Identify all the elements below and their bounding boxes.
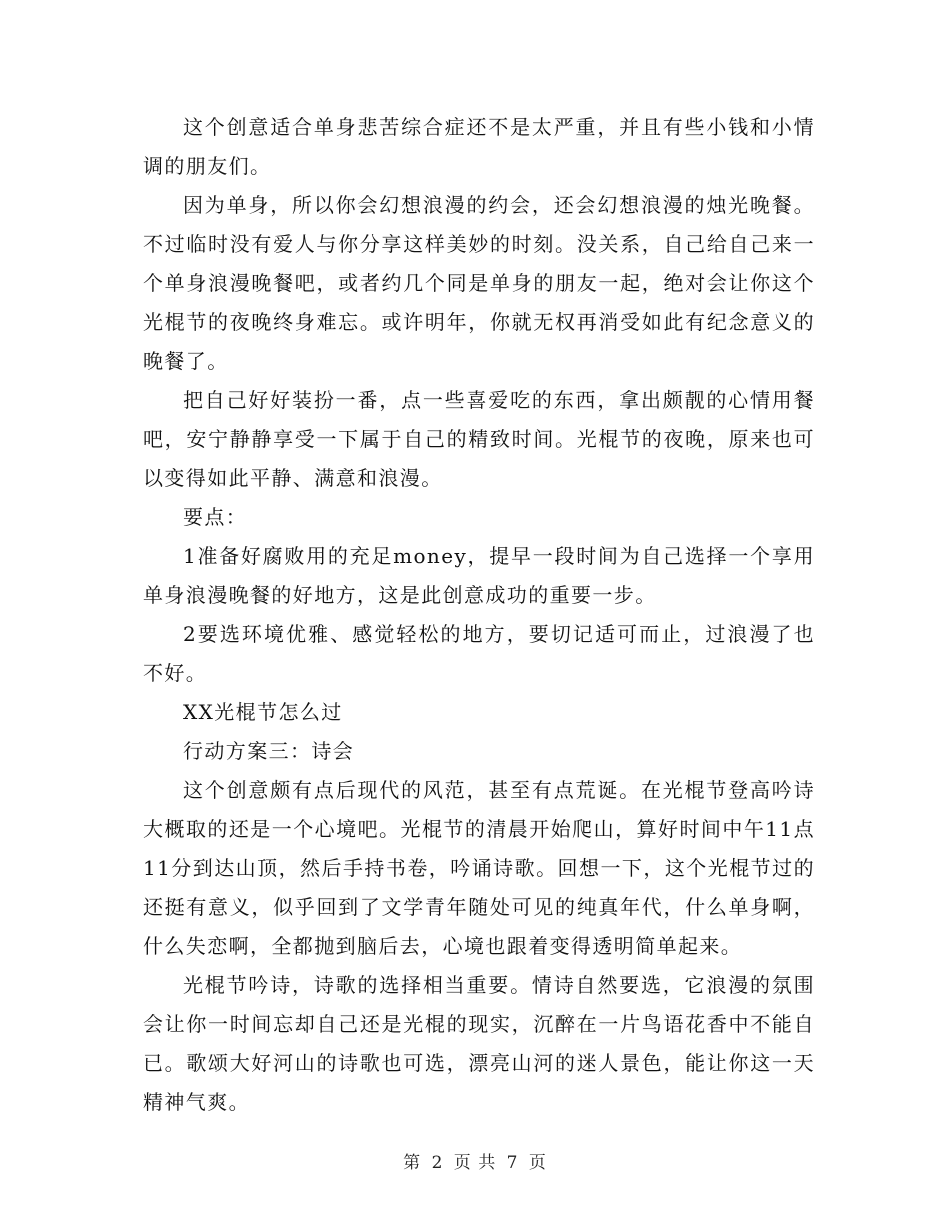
footer-mid: 页 共 xyxy=(453,1153,497,1173)
footer-page-number: 2 xyxy=(431,1153,444,1173)
footer-prefix: 第 xyxy=(403,1153,422,1173)
document-body xyxy=(143,108,815,1122)
paragraph-key-point-2: 2要选环境优雅、感觉轻松的地方，要切记适可而止，过浪漫了也不好。 xyxy=(143,622,815,685)
paragraph-key-point-1: 1准备好腐败用的充足money，提早一段时间为自己选择一个享用单身浪漫晚餐的好地方，这是此创意成功的重要一步。 xyxy=(143,544,815,607)
footer-total-pages: 7 xyxy=(506,1153,519,1173)
paragraph-section-title: XX光棍节怎么过 xyxy=(183,700,343,724)
footer-suffix: 页 xyxy=(528,1153,547,1173)
paragraph-intro: 这个创意适合单身悲苦综合症还不是太严重，并且有些小钱和小情调的朋友们。 xyxy=(143,115,815,178)
paragraph-poetry-idea: 这个创意颇有点后现代的风范，甚至有点荒诞。在光棍节登高吟诗大概取的还是一个心境吧。光棍节的清晨开始爬山，算好时间中午11点11分到达山顶，然后手持书卷，吟诵诗歌。回想一下，这个光棍节过的还挺有意义，似乎回到了文学青年随处可见的纯真年代，什么单身啊，什么失恋啊，全都抛到脑后去，心境也跟着变得透明简单起来。 xyxy=(143,778,815,958)
page-footer xyxy=(0,1148,950,1173)
paragraph-poetry-selection: 光棍节吟诗，诗歌的选择相当重要。情诗自然要选，它浪漫的氛围会让你一时间忘却自己还是光棍的现实，沉醉在一片鸟语花香中不能自已。歌颂大好河山的诗歌也可选，漂亮山河的迷人景色，能让你这一天精神气爽。 xyxy=(143,973,815,1114)
paragraph-key-points-heading: 要点： xyxy=(183,505,248,529)
paragraph-plan-three-heading: 行动方案三：诗会 xyxy=(183,739,355,763)
paragraph-dinner-detail: 把自己好好装扮一番，点一些喜爱吃的东西，拿出颇靓的心情用餐吧，安宁静静享受一下属于自己的精致时间。光棍节的夜晚，原来也可以变得如此平静、满意和浪漫。 xyxy=(143,388,815,490)
paragraph-dinner-idea: 因为单身，所以你会幻想浪漫的约会，还会幻想浪漫的烛光晚餐。不过临时没有爱人与你分享这样美妙的时刻。没关系，自己给自己来一个单身浪漫晚餐吧，或者约几个同是单身的朋友一起，绝对会让你这个光棍节的夜晚终身难忘。或许明年，你就无权再消受如此有纪念意义的晚餐了。 xyxy=(143,193,815,373)
